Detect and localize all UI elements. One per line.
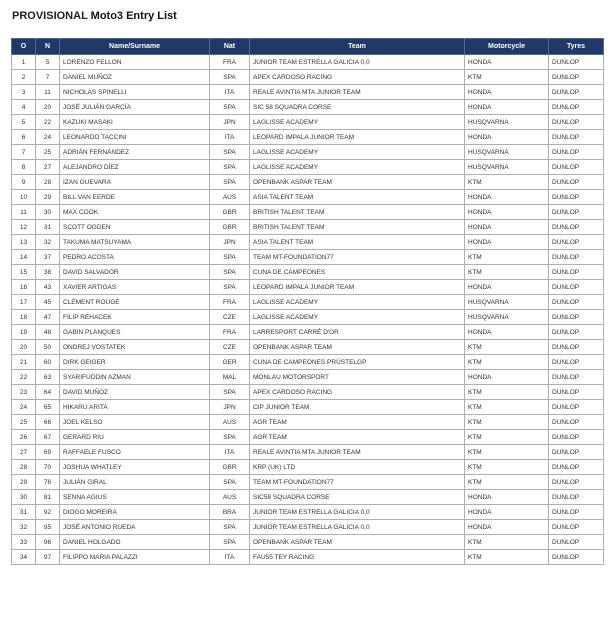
cell-nationality: GER <box>210 355 250 370</box>
cell-team: LAGLISSE ACADEMY <box>250 115 465 130</box>
cell-name: DIRK GEIGER <box>60 355 210 370</box>
cell-nationality: CZE <box>210 310 250 325</box>
table-header-row <box>12 39 604 55</box>
cell-team: BRITISH TALENT TEAM <box>250 205 465 220</box>
cell-motorcycle: KTM <box>465 340 549 355</box>
cell-number: 65 <box>36 400 60 415</box>
table-row <box>12 85 604 100</box>
cell-motorcycle: HONDA <box>465 235 549 250</box>
cell-tyres: DUNLOP <box>549 415 604 430</box>
cell-nationality: SPA <box>210 475 250 490</box>
cell-name: DAVID MUÑOZ <box>60 385 210 400</box>
cell-number: 47 <box>36 310 60 325</box>
cell-team: ASIA TALENT TEAM <box>250 235 465 250</box>
cell-name: JULIÁN GIRAL <box>60 475 210 490</box>
cell-position: 24 <box>12 400 36 415</box>
cell-nationality: ITA <box>210 85 250 100</box>
table-row <box>12 55 604 70</box>
cell-name: ADRIÁN FERNÁNDEZ <box>60 145 210 160</box>
col-header-nationality: Nat <box>210 39 250 55</box>
cell-tyres: DUNLOP <box>549 295 604 310</box>
cell-name: DANIEL HOLGADO <box>60 535 210 550</box>
cell-tyres: DUNLOP <box>549 445 604 460</box>
cell-motorcycle: HONDA <box>465 280 549 295</box>
cell-motorcycle: HONDA <box>465 220 549 235</box>
cell-position: 18 <box>12 310 36 325</box>
cell-nationality: BRA <box>210 505 250 520</box>
cell-nationality: SPA <box>210 430 250 445</box>
cell-name: GABIN PLANQUES <box>60 325 210 340</box>
cell-position: 8 <box>12 160 36 175</box>
cell-number: 29 <box>36 190 60 205</box>
table-row <box>12 160 604 175</box>
cell-name: SENNA AGIUS <box>60 490 210 505</box>
table-row <box>12 385 604 400</box>
cell-number: 24 <box>36 130 60 145</box>
cell-number: 69 <box>36 445 60 460</box>
cell-tyres: DUNLOP <box>549 115 604 130</box>
title-prefix: PROVISIONAL <box>12 10 91 22</box>
table-row <box>12 280 604 295</box>
cell-number: 28 <box>36 175 60 190</box>
table-row <box>12 235 604 250</box>
cell-team: KRP (UK) LTD <box>250 460 465 475</box>
cell-team: SIC 58 SQUADRA CORSE <box>250 100 465 115</box>
cell-position: 6 <box>12 130 36 145</box>
cell-name: ALEJANDRO DÍEZ <box>60 160 210 175</box>
cell-name: XAVIER ARTIGAS <box>60 280 210 295</box>
cell-motorcycle: KTM <box>465 430 549 445</box>
cell-nationality: SPA <box>210 175 250 190</box>
table-row <box>12 70 604 85</box>
cell-nationality: SPA <box>210 100 250 115</box>
cell-tyres: DUNLOP <box>549 355 604 370</box>
cell-nationality: FRA <box>210 325 250 340</box>
cell-name: MAX COOK <box>60 205 210 220</box>
cell-team: APEX CARDOSO RACING <box>250 385 465 400</box>
table-row <box>12 115 604 130</box>
cell-tyres: DUNLOP <box>549 475 604 490</box>
cell-name: IZAN GUEVARA <box>60 175 210 190</box>
cell-position: 28 <box>12 460 36 475</box>
cell-position: 17 <box>12 295 36 310</box>
cell-position: 15 <box>12 265 36 280</box>
cell-team: LEOPARD IMPALA JUNIOR TEAM <box>250 130 465 145</box>
cell-motorcycle: HONDA <box>465 370 549 385</box>
cell-nationality: JPN <box>210 115 250 130</box>
cell-motorcycle: HONDA <box>465 325 549 340</box>
cell-tyres: DUNLOP <box>549 190 604 205</box>
cell-motorcycle: HONDA <box>465 505 549 520</box>
table-row <box>12 415 604 430</box>
cell-nationality: MAL <box>210 370 250 385</box>
table-row <box>12 205 604 220</box>
cell-number: 95 <box>36 520 60 535</box>
cell-tyres: DUNLOP <box>549 175 604 190</box>
cell-tyres: DUNLOP <box>549 85 604 100</box>
cell-team: JUNIOR TEAM ESTRELLA GALICIA 0,0 <box>250 505 465 520</box>
cell-team: LAGLISSE ACADEMY <box>250 160 465 175</box>
cell-position: 26 <box>12 430 36 445</box>
cell-position: 25 <box>12 415 36 430</box>
cell-nationality: GBR <box>210 220 250 235</box>
cell-position: 14 <box>12 250 36 265</box>
col-header-number: N <box>36 39 60 55</box>
col-header-tyres: Tyres <box>549 39 604 55</box>
cell-name: ONDREJ VOSTATEK <box>60 340 210 355</box>
cell-nationality: ITA <box>210 130 250 145</box>
cell-number: 67 <box>36 430 60 445</box>
cell-team: MONLAU MOTORSPORT <box>250 370 465 385</box>
cell-tyres: DUNLOP <box>549 280 604 295</box>
cell-number: 11 <box>36 85 60 100</box>
cell-motorcycle: KTM <box>465 460 549 475</box>
cell-team: FAU55 TEY RACING <box>250 550 465 565</box>
cell-number: 50 <box>36 340 60 355</box>
table-row <box>12 100 604 115</box>
cell-nationality: GBR <box>210 205 250 220</box>
cell-tyres: DUNLOP <box>549 70 604 85</box>
cell-position: 29 <box>12 475 36 490</box>
cell-position: 11 <box>12 205 36 220</box>
cell-motorcycle: HONDA <box>465 130 549 145</box>
cell-team: LAGLISSE ACADEMY <box>250 295 465 310</box>
table-row <box>12 265 604 280</box>
cell-name: FILIP REHACEK <box>60 310 210 325</box>
cell-team: ASIA TALENT TEAM <box>250 190 465 205</box>
cell-position: 19 <box>12 325 36 340</box>
cell-nationality: SPA <box>210 145 250 160</box>
cell-motorcycle: KTM <box>465 355 549 370</box>
cell-tyres: DUNLOP <box>549 505 604 520</box>
cell-motorcycle: HONDA <box>465 205 549 220</box>
table-row <box>12 505 604 520</box>
cell-motorcycle: KTM <box>465 70 549 85</box>
cell-nationality: SPA <box>210 250 250 265</box>
cell-tyres: DUNLOP <box>549 520 604 535</box>
cell-position: 4 <box>12 100 36 115</box>
table-row <box>12 310 604 325</box>
cell-number: 66 <box>36 415 60 430</box>
cell-nationality: SPA <box>210 385 250 400</box>
cell-tyres: DUNLOP <box>549 550 604 565</box>
cell-number: 32 <box>36 235 60 250</box>
cell-motorcycle: KTM <box>465 475 549 490</box>
cell-nationality: AUS <box>210 415 250 430</box>
cell-position: 16 <box>12 280 36 295</box>
cell-name: CLÉMENT ROUGÉ <box>60 295 210 310</box>
table-row <box>12 370 604 385</box>
cell-tyres: DUNLOP <box>549 310 604 325</box>
cell-name: JOSHUA WHATLEY <box>60 460 210 475</box>
cell-name: LORENZO FELLON <box>60 55 210 70</box>
cell-tyres: DUNLOP <box>549 430 604 445</box>
cell-position: 30 <box>12 490 36 505</box>
cell-motorcycle: HONDA <box>465 490 549 505</box>
cell-position: 27 <box>12 445 36 460</box>
cell-team: OPENBANK ASPAR TEAM <box>250 535 465 550</box>
cell-tyres: DUNLOP <box>549 460 604 475</box>
cell-tyres: DUNLOP <box>549 205 604 220</box>
cell-position: 1 <box>12 55 36 70</box>
cell-number: 92 <box>36 505 60 520</box>
cell-nationality: JPN <box>210 235 250 250</box>
cell-number: 63 <box>36 370 60 385</box>
cell-tyres: DUNLOP <box>549 535 604 550</box>
cell-tyres: DUNLOP <box>549 55 604 70</box>
cell-motorcycle: HONDA <box>465 85 549 100</box>
cell-nationality: AUS <box>210 490 250 505</box>
cell-team: CIP JUNIOR TEAM <box>250 400 465 415</box>
cell-tyres: DUNLOP <box>549 100 604 115</box>
cell-tyres: DUNLOP <box>549 160 604 175</box>
cell-number: 30 <box>36 205 60 220</box>
cell-tyres: DUNLOP <box>549 145 604 160</box>
table-body <box>12 55 604 565</box>
cell-position: 5 <box>12 115 36 130</box>
cell-tyres: DUNLOP <box>549 235 604 250</box>
cell-team: TEAM MT-FOUNDATION77 <box>250 250 465 265</box>
cell-nationality: SPA <box>210 535 250 550</box>
cell-number: 37 <box>36 250 60 265</box>
cell-nationality: SPA <box>210 265 250 280</box>
cell-motorcycle: HUSQVARNA <box>465 310 549 325</box>
cell-number: 60 <box>36 355 60 370</box>
cell-number: 76 <box>36 475 60 490</box>
cell-position: 2 <box>12 70 36 85</box>
cell-motorcycle: HONDA <box>465 520 549 535</box>
cell-number: 22 <box>36 115 60 130</box>
cell-motorcycle: KTM <box>465 535 549 550</box>
cell-name: RAFFAELE FUSCO <box>60 445 210 460</box>
cell-team: TEAM MT-FOUNDATION77 <box>250 475 465 490</box>
col-header-motorcycle: Motorcycle <box>465 39 549 55</box>
cell-name: LEONARDO TACCINI <box>60 130 210 145</box>
cell-nationality: FRA <box>210 295 250 310</box>
cell-team: OPENBANK ASPAR TEAM <box>250 340 465 355</box>
cell-motorcycle: KTM <box>465 385 549 400</box>
table-row <box>12 475 604 490</box>
cell-team: APEX CARDOSO RACING <box>250 70 465 85</box>
cell-nationality: SPA <box>210 70 250 85</box>
cell-position: 12 <box>12 220 36 235</box>
cell-team: BRITISH TALENT TEAM <box>250 220 465 235</box>
cell-position: 9 <box>12 175 36 190</box>
cell-team: AGR TEAM <box>250 430 465 445</box>
cell-name: HIKARU ARITA <box>60 400 210 415</box>
table-row <box>12 430 604 445</box>
cell-number: 45 <box>36 295 60 310</box>
cell-motorcycle: HUSQVARNA <box>465 160 549 175</box>
cell-motorcycle: HONDA <box>465 55 549 70</box>
cell-position: 33 <box>12 535 36 550</box>
cell-number: 20 <box>36 100 60 115</box>
cell-motorcycle: KTM <box>465 175 549 190</box>
table-row <box>12 400 604 415</box>
cell-nationality: CZE <box>210 340 250 355</box>
cell-motorcycle: HUSQVARNA <box>465 145 549 160</box>
title-main: Moto3 Entry List <box>90 10 177 22</box>
table-row <box>12 355 604 370</box>
cell-name: DANIEL MUÑOZ <box>60 70 210 85</box>
cell-team: OPENBANK ASPAR TEAM <box>250 175 465 190</box>
cell-team: LAGLISSE ACADEMY <box>250 145 465 160</box>
table-row <box>12 460 604 475</box>
cell-team: JUNIOR TEAM ESTRELLA GALICIA 0,0 <box>250 55 465 70</box>
cell-team: LARRESPORT CARRÉ D'OR <box>250 325 465 340</box>
cell-number: 70 <box>36 460 60 475</box>
cell-number: 81 <box>36 490 60 505</box>
entry-list-table <box>11 38 604 565</box>
cell-name: SYARIFUDDIN AZMAN <box>60 370 210 385</box>
cell-team: AGR TEAM <box>250 415 465 430</box>
cell-nationality: AUS <box>210 190 250 205</box>
cell-motorcycle: KTM <box>465 550 549 565</box>
cell-tyres: DUNLOP <box>549 325 604 340</box>
cell-name: JOSÉ JULIÁN GARCÍA <box>60 100 210 115</box>
cell-team: REALE AVINTIA MTA JUNIOR TEAM <box>250 85 465 100</box>
cell-position: 21 <box>12 355 36 370</box>
cell-tyres: DUNLOP <box>549 490 604 505</box>
cell-number: 25 <box>36 145 60 160</box>
table-row <box>12 295 604 310</box>
cell-team: LEOPARD IMPALA JUNIOR TEAM <box>250 280 465 295</box>
cell-position: 32 <box>12 520 36 535</box>
cell-name: TAKUMA MATSUYAMA <box>60 235 210 250</box>
cell-number: 5 <box>36 55 60 70</box>
cell-position: 13 <box>12 235 36 250</box>
cell-tyres: DUNLOP <box>549 250 604 265</box>
cell-tyres: DUNLOP <box>549 385 604 400</box>
table-row <box>12 220 604 235</box>
cell-number: 31 <box>36 220 60 235</box>
page-title <box>12 10 177 22</box>
cell-number: 97 <box>36 550 60 565</box>
cell-nationality: FRA <box>210 55 250 70</box>
cell-number: 48 <box>36 325 60 340</box>
cell-tyres: DUNLOP <box>549 265 604 280</box>
cell-nationality: SPA <box>210 520 250 535</box>
cell-position: 34 <box>12 550 36 565</box>
cell-position: 23 <box>12 385 36 400</box>
table-row <box>12 490 604 505</box>
cell-tyres: DUNLOP <box>549 220 604 235</box>
cell-name: DIOGO MOREIRA <box>60 505 210 520</box>
col-header-name: Name/Surname <box>60 39 210 55</box>
cell-name: SCOTT OGDEN <box>60 220 210 235</box>
cell-number: 96 <box>36 535 60 550</box>
cell-name: GERARD RIU <box>60 430 210 445</box>
cell-name: KAZUKI MASAKI <box>60 115 210 130</box>
table-row <box>12 550 604 565</box>
cell-tyres: DUNLOP <box>549 340 604 355</box>
cell-team: JUNIOR TEAM ESTRELLA GALICIA 0,0 <box>250 520 465 535</box>
cell-motorcycle: KTM <box>465 400 549 415</box>
cell-team: LAGLISSE ACADEMY <box>250 310 465 325</box>
cell-nationality: ITA <box>210 550 250 565</box>
cell-team: SIC58 SQUADRA CORSE <box>250 490 465 505</box>
cell-position: 10 <box>12 190 36 205</box>
table-row <box>12 535 604 550</box>
cell-name: JOEL KELSO <box>60 415 210 430</box>
table-row <box>12 145 604 160</box>
cell-motorcycle: HUSQVARNA <box>465 115 549 130</box>
cell-nationality: JPN <box>210 400 250 415</box>
col-header-team: Team <box>250 39 465 55</box>
cell-name: FILIPPO MARIA PALAZZI <box>60 550 210 565</box>
cell-name: DAVID SALVADOR <box>60 265 210 280</box>
cell-position: 22 <box>12 370 36 385</box>
cell-motorcycle: HONDA <box>465 190 549 205</box>
table-row <box>12 340 604 355</box>
cell-position: 3 <box>12 85 36 100</box>
table-row <box>12 250 604 265</box>
cell-number: 38 <box>36 265 60 280</box>
table-row <box>12 445 604 460</box>
cell-nationality: SPA <box>210 280 250 295</box>
cell-number: 43 <box>36 280 60 295</box>
cell-number: 27 <box>36 160 60 175</box>
table-row <box>12 520 604 535</box>
cell-motorcycle: KTM <box>465 265 549 280</box>
cell-nationality: SPA <box>210 160 250 175</box>
cell-tyres: DUNLOP <box>549 370 604 385</box>
cell-motorcycle: KTM <box>465 415 549 430</box>
cell-position: 20 <box>12 340 36 355</box>
cell-team: CUNA DE CAMPEONES <box>250 265 465 280</box>
table-row <box>12 325 604 340</box>
table-row <box>12 190 604 205</box>
cell-team: REALE AVINTIA MTA JUNIOR TEAM <box>250 445 465 460</box>
cell-position: 31 <box>12 505 36 520</box>
table-row <box>12 175 604 190</box>
cell-motorcycle: KTM <box>465 250 549 265</box>
cell-number: 7 <box>36 70 60 85</box>
cell-motorcycle: HUSQVARNA <box>465 295 549 310</box>
cell-name: PEDRO ACOSTA <box>60 250 210 265</box>
cell-motorcycle: KTM <box>465 445 549 460</box>
cell-name: BILL VAN EERDE <box>60 190 210 205</box>
cell-nationality: ITA <box>210 445 250 460</box>
cell-tyres: DUNLOP <box>549 400 604 415</box>
col-header-position: O <box>12 39 36 55</box>
cell-name: NICHOLAS SPINELLI <box>60 85 210 100</box>
cell-nationality: GBR <box>210 460 250 475</box>
cell-tyres: DUNLOP <box>549 130 604 145</box>
cell-name: JOSÉ ANTONIO RUEDA <box>60 520 210 535</box>
cell-number: 64 <box>36 385 60 400</box>
cell-position: 7 <box>12 145 36 160</box>
cell-team: CUNA DE CAMPEONES PRÜSTELGP <box>250 355 465 370</box>
table-row <box>12 130 604 145</box>
cell-motorcycle: HONDA <box>465 100 549 115</box>
